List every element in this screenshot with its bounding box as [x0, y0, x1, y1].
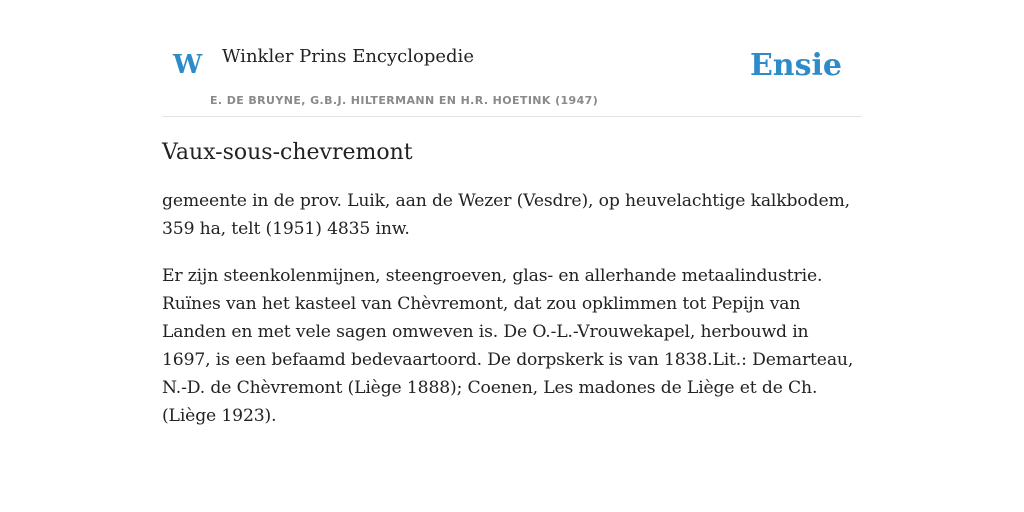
publication-authors: E. DE BRUYNE, G.B.J. HILTERMANN EN H.R. HOETINK (1947) [210, 94, 599, 107]
publication-title[interactable]: Winkler Prins Encyclopedie [222, 46, 474, 67]
ensie-logo[interactable]: Ensie [749, 48, 842, 83]
entry-content [162, 138, 862, 449]
entry-title: Vaux-sous-chevremont [162, 140, 413, 165]
encyclopedia-logo-icon[interactable]: W [173, 50, 203, 80]
entry-paragraph: Er zijn steenkolenmijnen, steengroeven, glas- en allerhande metaalindustrie. Ruïnes van het kasteel van Chèvremont, dat zou opklimmen tot Pepijn van Landen en met vele sagen omweven is. De O.-L.-Vrouwekapel, herbouwd in 1697, is een befaamd bedevaartoord. De dorpskerk is van 1838.Lit.: Demarteau, N.-D. de Chèvremont (Liège 1888); Coenen, Les madones de Liège et de Ch. (Liège 1923). [162, 265, 854, 426]
entry-paragraph: gemeente in de prov. Luik, aan de Wezer (Vesdre), op heuvelachtige kalkbodem, 359 ha, telt (1951) 4835 inw. [162, 190, 850, 239]
header [162, 0, 862, 117]
